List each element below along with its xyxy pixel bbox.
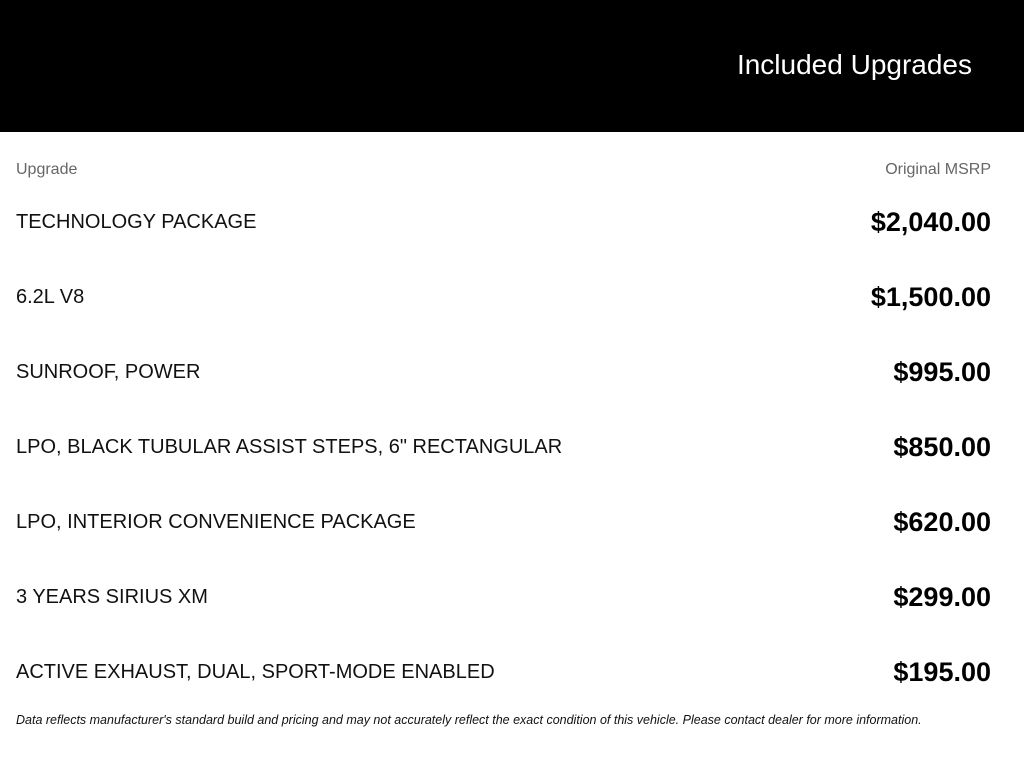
upgrade-row — [16, 572, 991, 647]
upgrade-price: $995.00 — [893, 357, 991, 387]
upgrade-price: $2,040.00 — [870, 207, 991, 237]
upgrade-name: LPO, INTERIOR CONVENIENCE PACKAGE — [16, 511, 416, 533]
page-title: Included Upgrades — [736, 49, 972, 80]
upgrades-list — [16, 197, 991, 722]
upgrade-name: 6.2L V8 — [16, 286, 85, 308]
header-banner — [0, 0, 1024, 132]
upgrade-price: $299.00 — [893, 582, 991, 612]
upgrade-row — [16, 197, 991, 272]
upgrade-row — [16, 497, 991, 572]
column-headers — [16, 160, 991, 180]
upgrade-name: SUNROOF, POWER — [16, 361, 201, 383]
upgrade-row — [16, 647, 991, 722]
upgrade-row — [16, 422, 991, 497]
column-header-upgrade: Upgrade — [16, 161, 78, 178]
upgrade-name: ACTIVE EXHAUST, DUAL, SPORT-MODE ENABLED — [16, 661, 495, 683]
upgrade-name: TECHNOLOGY PACKAGE — [16, 211, 257, 233]
upgrade-name: LPO, BLACK TUBULAR ASSIST STEPS, 6" RECTANGULAR — [16, 436, 563, 458]
upgrade-name: 3 YEARS SIRIUS XM — [16, 586, 208, 608]
upgrade-price: $850.00 — [893, 432, 991, 462]
upgrade-price: $1,500.00 — [870, 282, 991, 312]
upgrade-price: $195.00 — [893, 657, 991, 687]
upgrade-row — [16, 272, 991, 347]
upgrade-price: $620.00 — [893, 507, 991, 537]
disclaimer-text: Data reflects manufacturer's standard build and pricing and may not accurately reflect the exact condition of this vehicle. Please contact dealer for more information. — [16, 713, 922, 727]
column-header-msrp: Original MSRP — [885, 161, 991, 178]
upgrade-row — [16, 347, 991, 422]
